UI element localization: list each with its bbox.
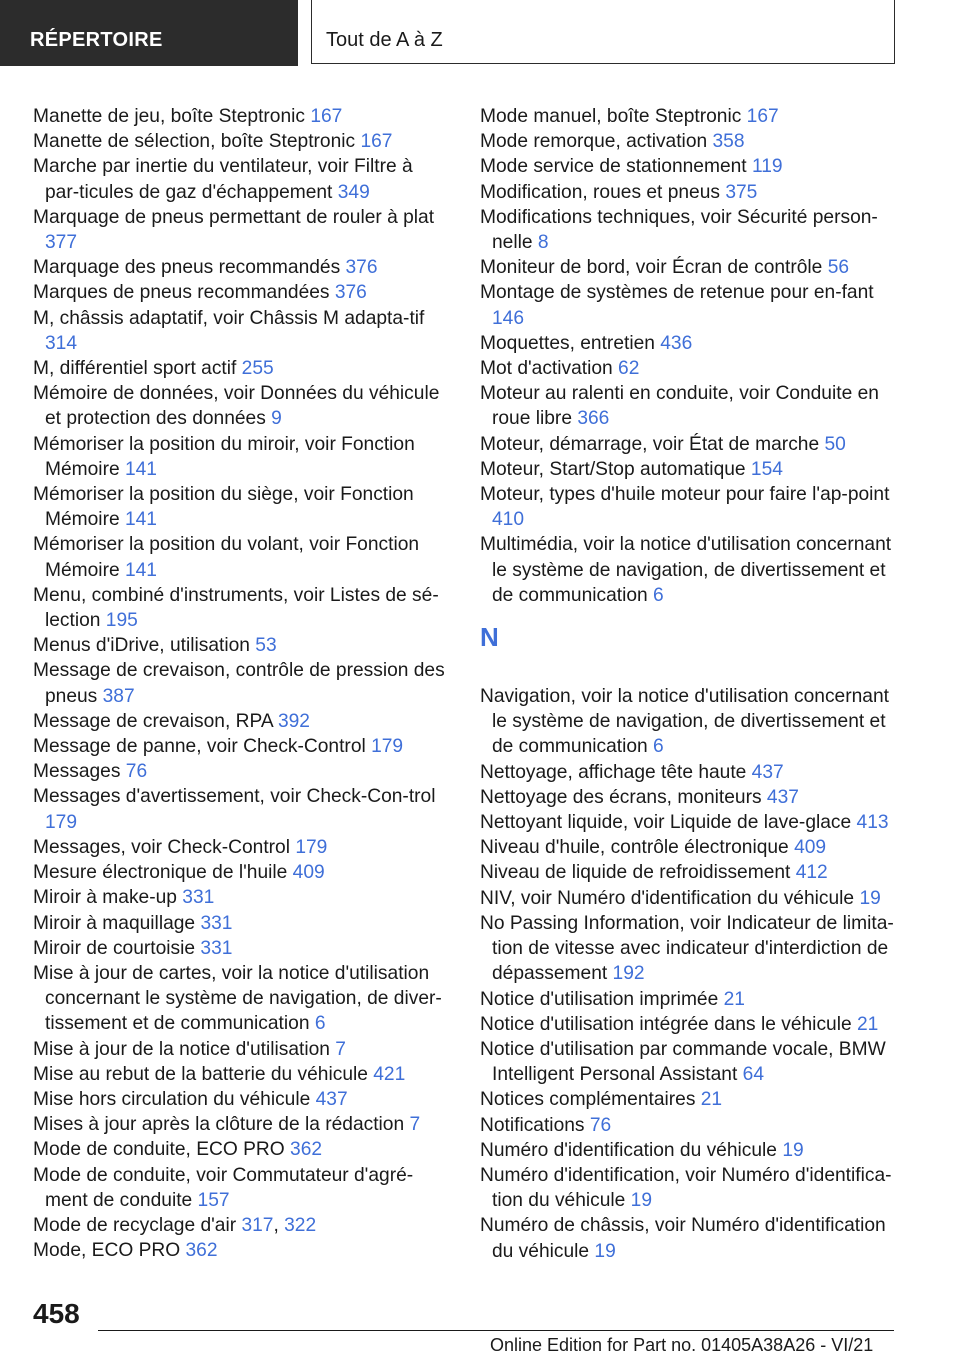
footer-rule	[98, 1330, 894, 1331]
index-entry-text: Modification, roues et pneus	[480, 181, 726, 203]
page-reference-link[interactable]: 387	[102, 685, 135, 707]
page-reference-link[interactable]: 21	[723, 988, 745, 1010]
page-reference-link[interactable]: 376	[334, 282, 367, 304]
index-entry	[480, 331, 898, 356]
index-entry	[33, 482, 451, 532]
page-reference-link[interactable]: 19	[859, 887, 881, 909]
index-entry-text: Mises à jour après la clôture de la rédaction	[33, 1114, 410, 1136]
page-reference-link[interactable]: 7	[409, 1114, 421, 1136]
index-column-left	[33, 104, 451, 1263]
page-reference-link[interactable]: 167	[360, 131, 393, 153]
page-reference-link[interactable]: 412	[795, 862, 828, 884]
index-entry	[480, 482, 898, 532]
index-entry	[33, 1238, 451, 1263]
index-entry	[480, 1213, 898, 1263]
index-entry	[33, 885, 451, 910]
index-entry-text: Mémoire de données, voir Données du véhicule et protection des données	[33, 383, 440, 430]
page-reference-link[interactable]: 154	[750, 458, 783, 480]
page-reference-link[interactable]: 141	[124, 458, 157, 480]
index-entry-text: Moteur, Start/Stop automatique	[480, 458, 751, 480]
page-reference-link[interactable]: 437	[766, 786, 799, 808]
index-entry-text: Miroir à make-up	[33, 887, 183, 909]
page-reference-link[interactable]: 314	[45, 332, 78, 354]
index-entry-text: Mode, ECO PRO	[33, 1240, 186, 1262]
index-entry	[33, 860, 451, 885]
index-entry-text: Niveau d'huile, contrôle électronique	[480, 837, 795, 859]
index-entry-text: Montage de systèmes de retenue pour en-fant	[480, 282, 874, 304]
index-entry-text: Moteur, démarrage, voir État de marche	[480, 433, 825, 455]
page-reference-link[interactable]: 375	[725, 181, 758, 203]
index-entry	[33, 784, 451, 834]
index-entry	[480, 860, 898, 885]
page-reference-link[interactable]: 331	[200, 937, 233, 959]
index-entry-text: Mode de conduite, voir Commutateur d'agré-ment de conduite	[33, 1164, 414, 1211]
index-entry-text: Marquage des pneus recommandés	[33, 257, 346, 279]
page-reference-link[interactable]: 331	[200, 912, 233, 934]
page-reference-link[interactable]: 21	[856, 1013, 879, 1035]
page-reference-link[interactable]: 179	[371, 736, 404, 758]
index-entry-text: Mode de conduite, ECO PRO	[33, 1139, 291, 1161]
index-entry	[480, 180, 898, 205]
index-entry	[33, 759, 451, 784]
page-reference-link[interactable]: 7	[335, 1038, 346, 1060]
index-entry-text: Mémoriser la position du volant, voir Fonction Mémoire	[33, 534, 420, 581]
index-entry	[480, 532, 898, 608]
index-entry-text: Nettoyage, affichage tête haute	[480, 761, 752, 783]
page-reference-link[interactable]: 436	[660, 332, 693, 354]
index-entry	[480, 104, 898, 129]
index-entry	[480, 886, 898, 911]
index-entry-text: Mesure électronique de l'huile	[33, 862, 293, 884]
page-reference-link[interactable]: 377	[45, 232, 78, 254]
index-entry	[480, 381, 898, 431]
index-group-m	[480, 104, 898, 608]
index-entry-text: Notices complémentaires	[480, 1089, 701, 1111]
index-entry-text: Nettoyage des écrans, moniteurs	[480, 786, 767, 808]
index-entry	[33, 381, 451, 431]
page-reference-link[interactable]: 362	[290, 1139, 323, 1161]
index-entry-text: Nettoyant liquide, voir Liquide de lave-glace	[480, 812, 857, 834]
index-entry-text: Notifications	[480, 1114, 590, 1136]
index-entry-text: Mise à jour de cartes, voir la notice d'utilisation concernant le système de navigation, de diver-tissement et de communication	[33, 962, 442, 1035]
index-entry-text: Marquage de pneus permettant de rouler à plat	[33, 206, 435, 228]
index-entry	[33, 936, 451, 961]
index-entry	[480, 432, 898, 457]
index-entry-text: Menus d'iDrive, utilisation	[33, 635, 256, 657]
index-entry-text: Multimédia, voir la notice d'utilisation concernant le système de navigation, de divertissement et de communication	[480, 534, 892, 606]
index-entry-text: Marche par inertie du ventilateur, voir Filtre à par-ticules de gaz d'échappement	[33, 156, 413, 203]
index-entry	[480, 987, 898, 1012]
page-reference-link[interactable]: 9	[271, 408, 282, 430]
index-entry-text: Message de crevaison, contrôle de pression des pneus	[33, 660, 445, 707]
index-entry-text: Mode de recyclage d'air	[33, 1214, 242, 1236]
edition-note: Online Edition for Part no. 01405A38A26 - VI/21	[490, 1335, 874, 1355]
page-reference-link[interactable]: 76	[589, 1114, 612, 1136]
index-entry	[480, 1037, 898, 1087]
index-entry-text: Moteur au ralenti en conduite, voir Conduite en roue libre	[480, 383, 879, 430]
index-entry-text: Modifications techniques, voir Sécurité person-nelle	[480, 206, 878, 254]
page-reference-link[interactable]: 19	[594, 1240, 616, 1262]
page-number: 458	[33, 1298, 80, 1329]
index-entry	[480, 356, 898, 381]
index-entry-text: Niveau de liquide de refroidissement	[480, 862, 796, 884]
page-reference-link[interactable]: 322	[284, 1214, 317, 1236]
page-reference-link[interactable]: 179	[45, 811, 78, 833]
index-entry-text: Message de panne, voir Check-Control	[33, 736, 372, 758]
page-reference-link[interactable]: 64	[742, 1064, 764, 1086]
page-reference-link[interactable]: 167	[310, 106, 343, 127]
index-entry-text: Moniteur de bord, voir Écran de contrôle	[480, 257, 828, 279]
index-entry-text: Notice d'utilisation imprimée	[480, 988, 724, 1010]
index-entry	[33, 129, 451, 154]
page-reference-link[interactable]: 195	[105, 610, 138, 632]
index-entry	[33, 1163, 451, 1213]
page-reference-link[interactable]: 349	[337, 181, 370, 203]
section-letter: N	[480, 622, 499, 653]
index-entry	[33, 356, 451, 381]
page-reference-link[interactable]: 421	[373, 1063, 406, 1085]
index-entry	[480, 684, 898, 760]
index-entry-text: Mise à jour de la notice d'utilisation	[33, 1038, 336, 1060]
index-entry-text: Marques de pneus recommandées	[33, 282, 335, 304]
index-entry	[33, 1062, 451, 1087]
page-reference-link[interactable]: 192	[612, 963, 645, 985]
page-reference-link[interactable]: 157	[197, 1189, 230, 1211]
index-entry	[33, 658, 451, 708]
page-reference-link[interactable]: 437	[315, 1088, 348, 1110]
page-reference-link[interactable]: 146	[492, 307, 525, 329]
index-entry-text: Manette de jeu, boîte Steptronic	[33, 106, 311, 127]
index-entry-text: Mode manuel, boîte Steptronic	[480, 106, 747, 127]
page-reference-link[interactable]: 6	[653, 736, 664, 758]
page-reference-link[interactable]: 21	[700, 1089, 723, 1111]
index-entry	[480, 1138, 898, 1163]
index-entry: Mode de recyclage d'air 317, 322	[33, 1214, 317, 1236]
index-entry-text: Manette de sélection, boîte Steptronic	[33, 131, 361, 153]
page-reference-link[interactable]: 409	[292, 862, 325, 884]
index-entry	[33, 633, 451, 658]
index-entry	[480, 154, 898, 179]
index-entry	[480, 129, 898, 154]
index-entry	[480, 457, 898, 482]
index-entry	[33, 432, 451, 482]
index-entry-text: Mémoriser la position du miroir, voir Fonction Mémoire	[33, 433, 415, 480]
page-reference-link[interactable]: 317	[241, 1214, 274, 1236]
page-reference-link[interactable]: 358	[712, 131, 745, 153]
index-entry-text: Message de crevaison, RPA	[33, 710, 278, 732]
index-entry-text: Moquettes, entretien	[480, 332, 661, 354]
index-entry-text: Notice d'utilisation intégrée dans le véhicule	[480, 1013, 857, 1035]
page-reference-link[interactable]: 53	[255, 635, 277, 657]
index-entry	[33, 205, 451, 255]
page-reference-link[interactable]: 331	[182, 887, 215, 909]
index-entry-text: Numéro de châssis, voir Numéro d'identification du véhicule	[480, 1215, 886, 1262]
page-reference-link[interactable]: 413	[856, 812, 889, 834]
page-reference-link[interactable]: 255	[241, 358, 274, 380]
index-entry	[33, 709, 451, 734]
page-reference-link[interactable]: 409	[794, 837, 827, 859]
index-entry	[33, 734, 451, 759]
index-entry-text: Notice d'utilisation par commande vocale, BMW Intelligent Personal Assistant	[480, 1038, 886, 1086]
index-entry	[480, 1087, 898, 1112]
index-entry-text: Mot d'activation	[480, 358, 619, 380]
index-entry	[33, 306, 451, 356]
page-reference-link[interactable]: 366	[577, 408, 610, 430]
page-reference-link[interactable]: 50	[824, 433, 846, 455]
index-entry-text: Moteur, types d'huile moteur pour faire l'ap-point	[480, 484, 890, 506]
index-entry	[33, 104, 451, 129]
page-reference-link[interactable]: 56	[827, 257, 850, 279]
page-reference-link[interactable]: 179	[295, 836, 328, 858]
index-entry	[480, 911, 898, 987]
index-entry	[33, 835, 451, 860]
page-reference-link[interactable]: 141	[124, 509, 157, 531]
page-reference-link[interactable]: 119	[751, 156, 783, 178]
index-entry-text: Numéro d'identification, voir Numéro d'identifica-tion du véhicule	[480, 1164, 892, 1212]
index-entry	[480, 1113, 898, 1138]
index-group-n	[480, 684, 898, 1264]
index-entry-text: Miroir à maquillage	[33, 912, 201, 934]
index-entry-text: No Passing Information, voir Indicateur de limita-tion de vitesse avec indicateur d'interdiction de dépassement	[480, 912, 894, 985]
index-entry-text: M, différentiel sport actif	[33, 358, 242, 380]
index-entry	[480, 1012, 898, 1037]
index-entry	[33, 255, 451, 280]
index-entry	[480, 760, 898, 785]
page-reference-link[interactable]: 410	[492, 509, 525, 531]
index-entry-text: Mémoriser la position du siège, voir Fonction Mémoire	[33, 484, 414, 531]
index-entry-text: Numéro d'identification du véhicule	[480, 1139, 783, 1161]
chapter-title: Tout de A à Z	[311, 0, 895, 64]
index-entry-text: Mise hors circulation du véhicule	[33, 1088, 316, 1110]
index-entry	[480, 255, 898, 280]
index-entry	[33, 911, 451, 936]
page-reference-link[interactable]: 362	[185, 1240, 218, 1262]
index-entry	[480, 785, 898, 810]
index-entry-text: Messages d'avertissement, voir Check-Con-trol	[33, 786, 436, 808]
index-entry	[480, 280, 898, 330]
index-entry-text: Menu, combiné d'instruments, voir Listes de sé-lection	[33, 584, 439, 632]
page-reference-link[interactable]: 62	[618, 358, 640, 380]
page-reference-link[interactable]: 376	[345, 257, 378, 279]
page-reference-link[interactable]: 6	[314, 1013, 326, 1035]
index-entry	[33, 280, 451, 305]
page-reference-link[interactable]: 8	[537, 232, 549, 254]
index-entry	[33, 154, 451, 204]
page-reference-link[interactable]: 76	[125, 761, 148, 783]
index-entry-text: Messages, voir Check-Control	[33, 836, 296, 858]
page-reference-link[interactable]: 167	[746, 106, 779, 127]
page-reference-link[interactable]: 19	[630, 1190, 653, 1212]
page-header	[0, 0, 960, 66]
page-reference-link[interactable]: 437	[751, 761, 784, 783]
index-entry-text: Navigation, voir la notice d'utilisation concernant le système de navigation, de divertissement et de communication	[480, 686, 889, 758]
index-entry-text: Messages	[33, 761, 126, 783]
section-tab: RÉPERTOIRE	[0, 0, 298, 66]
index-entry-text: NIV, voir Numéro d'identification du véhicule	[480, 887, 860, 909]
index-entry	[33, 1087, 451, 1112]
index-entry	[480, 810, 898, 835]
index-entry-text: Mode remorque, activation	[480, 131, 713, 153]
index-entry	[33, 1137, 451, 1162]
page-reference-link[interactable]: 141	[124, 559, 157, 581]
index-entry	[33, 961, 451, 1037]
index-entry-text: Mise au rebut de la batterie du véhicule	[33, 1063, 374, 1085]
index-entry	[480, 205, 898, 255]
index-entry-text: Mode service de stationnement	[480, 156, 752, 178]
index-entry	[480, 835, 898, 860]
index-entry	[33, 1112, 451, 1137]
index-entry-text: M, châssis adaptatif, voir Châssis M adapta-tif	[33, 307, 425, 329]
index-entry	[33, 583, 451, 633]
page-reference-link[interactable]: 392	[277, 710, 310, 732]
page-reference-link[interactable]: 6	[653, 584, 664, 606]
index-entry-text: Miroir de courtoisie	[33, 937, 201, 959]
index-column-right	[480, 104, 898, 1264]
index-entry	[33, 532, 451, 582]
index-entry	[480, 1163, 898, 1213]
index-entry	[33, 1037, 451, 1062]
page-reference-link[interactable]: 19	[782, 1139, 804, 1161]
